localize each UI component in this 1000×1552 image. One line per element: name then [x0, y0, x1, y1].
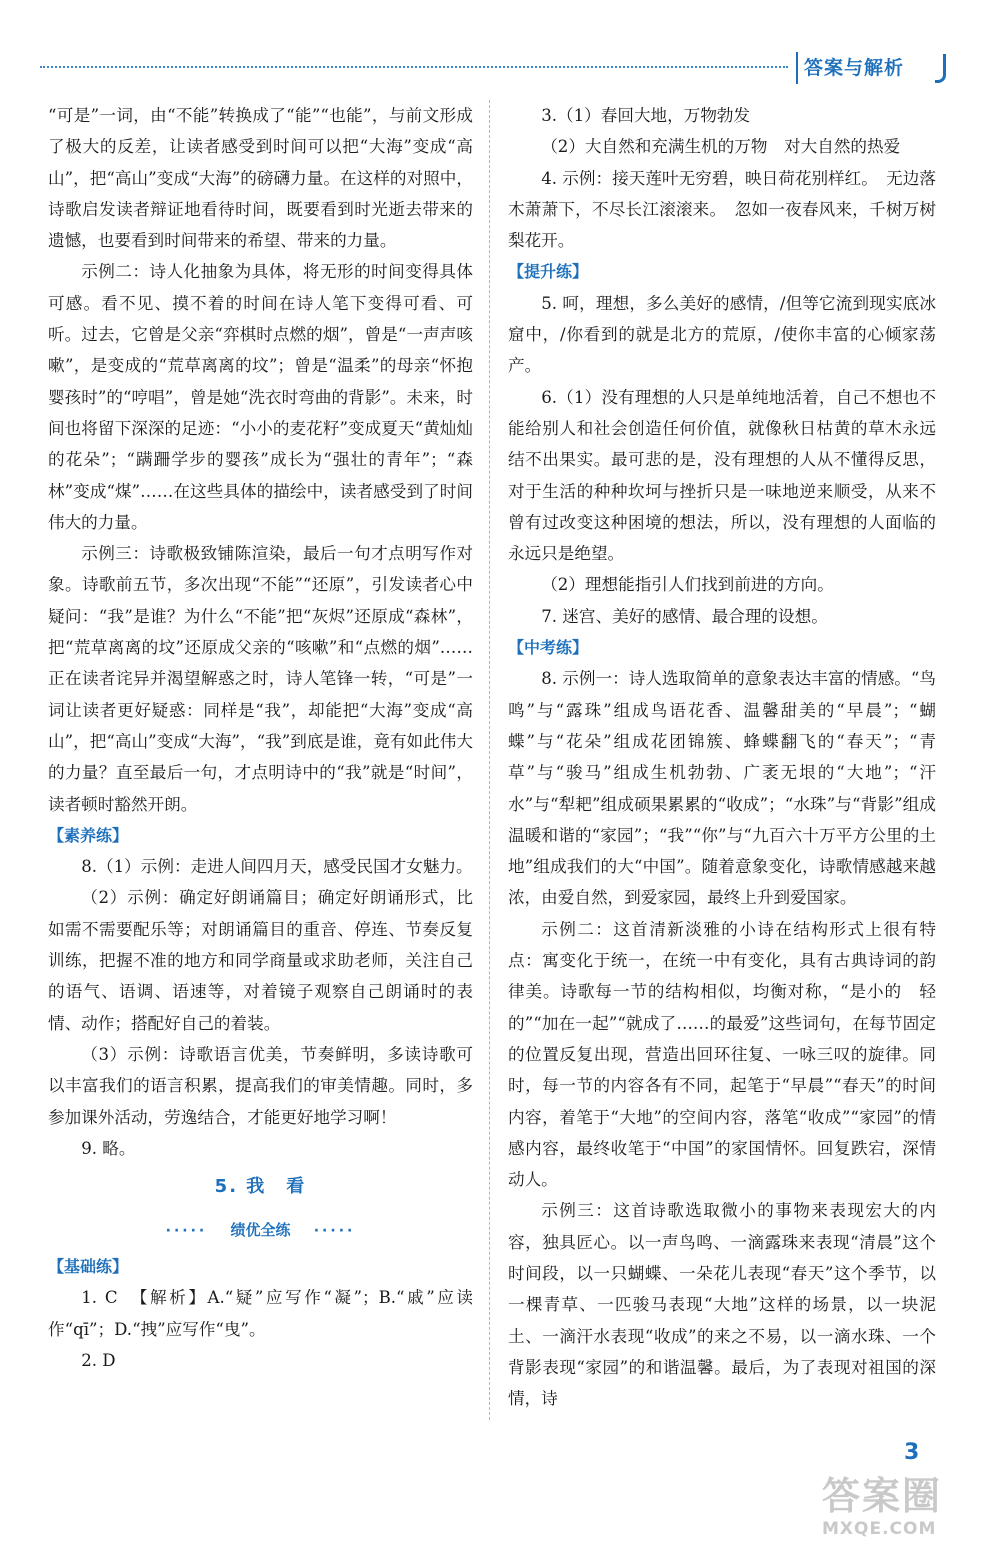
tag-zhongkao: 【中考练】 [508, 638, 589, 658]
left-paragraph-3: 示例三：诗歌极致铺陈渲染，最后一句才点明写作对象。诗歌前五节，多次出现“不能”“还原”，引发读者心中疑问：“我”是谁？为什么“不能”把“灰烬”还原成“森林”，把“荒草离离的坟”还原成父亲的“咳嗽”和“点燃的烟”……正在读者诧异并渴望解惑之时，诗人笔锋一转，“可是”一词让读者更好疑惑：同样是“我”，却能把“大海”变成“高山”，把“高山”变成“大海”，“我”到底是谁，竟有如此伟大的力量？直至最后一句，才点明诗中的“我”就是“时间”，读者顿时豁然开朗。 [48, 544, 473, 814]
zhongkao-example-2: 示例二：这首清新淡雅的小诗在结构形式上很有特点：寓变化于统一，在统一中有变化，具有古典诗词的韵律美。诗歌每一节的结构相似，均衡对称，“是小的 轻的”“加在一起”“就成了……的最爱”这些词句，在每节固定的位置反复出现，营造出回环往复、一咏三叹的旋律。同时，每一节的内容各有不同，起笔于“早晨”“春天”的时间内容，着笔于“大地”的空间内容，落笔“收成”“家园”的情感内容，最终收笔于“中国”的家国情怀。回复跌宕，深情动人。 [508, 919, 936, 1190]
right-item-3: 3.（1）春回大地，万物勃发 [541, 106, 751, 125]
header-bracket-decoration [935, 54, 946, 83]
tisheng-item-6-1: 6.（1）没有理想的人只是单纯地活着，自己不想也不能给别人和社会创造任何价值，就像秋日枯黄的草木永远结不出果实。最可悲的是，没有理想的人从不懂得反思，对于生活的种种坎坷与挫折只是一味地逆来顺受，从来不曾有过改变这种困境的想法，所以，没有理想的人面临的永远只是绝望。 [508, 387, 936, 564]
tag-suyang: 【素养练】 [48, 825, 129, 845]
suyang-item-4: 9. 略。 [81, 1138, 136, 1158]
page-number: 3 [904, 1440, 920, 1465]
watermark-logo [822, 1474, 972, 1548]
left-paragraph-2: 示例二：诗人化抽象为具体，将无形的时间变得具体可感。看不见、摸不着的时间在诗人笔下变得可看、可听。过去，它曾是父亲“弈棋时点燃的烟”，曾是“一声声咳嗽”，是变成的“荒草离离的坟”；曾是“温柔”的母亲“怀抱婴孩时”的“哼唱”，曾是她“洗衣时弯曲的背影”。未来，时间也将留下深深的足迹：“小小的麦花籽”变成夏天“黄灿灿的花朵”；“蹒跚学步的婴孩”成长为“强壮的青年”；“森林”变成“煤”……在这些具体的描绘中，读者感受到了时间伟大的力量。 [48, 262, 473, 532]
header-dotted-line [40, 66, 788, 68]
header-title [796, 52, 950, 84]
right-item-3-2: （2）大自然和充满生机的万物 对大自然的热爱 [541, 137, 901, 157]
dots-right: ····· [313, 1223, 356, 1240]
tisheng-item-7: 7. 迷宫、美好的感情、最合理的设想。 [541, 606, 828, 626]
right-item-4: 4. 示例：接天莲叶无穷碧，映日荷花别样红。 无边落木萧萧下，不尽长江滚滚来。 忽如一夜春风来，千树万树梨花开。 [508, 168, 936, 251]
suyang-item-2: （2）示例：确定好朗诵篇目；确定好朗诵形式，比如需不需要配乐等；对朗诵篇目的重音、停连、节奏反复训练，把握不准的地方和同学商量或求助老师，关注自己的语气、语调、语速等，对着镜子观察自己朗诵时的表情、动作；搭配好自己的着装。 [48, 888, 473, 1033]
jichu-item-2: 2. D [81, 1350, 116, 1370]
zhongkao-example-3: 示例三：这首诗歌选取微小的事物来表现宏大的内容，独具匠心。以一声鸟鸣、一滴露珠来表现“清晨”这个时间段，以一只蝴蝶、一朵花儿表现“春天”这个季节，以一棵青草、一匹骏马表现“大地”这样的场景，以一块泥土、一滴汗水表现“收成”的来之不易，以一滴水珠、一个背影表现“家园”的和谐温馨。最后，为了表现对祖国的深情，诗 [508, 1201, 936, 1409]
section-title: 5. 我 看 [214, 1176, 307, 1198]
tag-jichu: 【基础练】 [48, 1257, 129, 1277]
jichu-item-1: 1. C 【解析】A.“疑”应写作“凝”；B.“戚”应读作“qī”；D.“拽”应写作“曳”。 [48, 1288, 473, 1339]
tisheng-item-6-2: （2）理想能指引人们找到前进的方向。 [541, 575, 834, 595]
zhongkao-example-1: 8. 示例一：诗人选取简单的意象表达丰富的情感。“鸟鸣”与“露珠”组成鸟语花香、温馨甜美的“早晨”；“蝴蝶”与“花朵”组成花团锦簇、蜂蝶翻飞的“春天”；“青草”与“骏马”组成生机勃勃、广袤无垠的“大地”；“汗水”与“犁耙”组成硕果累累的“收成”；“水珠”与“背影”组成温暖和谐的“家园”；“我”“你”与“九百六十万平方公里的土地”组成我们的大“中国”。随着意象变化，诗歌情感越来越浓，由爱自然，到爱家园，最终上升到爱国家。 [508, 669, 936, 908]
watermark-top: 答案圈 [822, 1474, 943, 1518]
subsection-heading [48, 1210, 473, 1251]
watermark-bottom: MXQE.COM [822, 1519, 937, 1539]
left-column [48, 100, 473, 1376]
suyang-item-3: （3）示例：诗歌语言优美，节奏鲜明，多读诗歌可以丰富我们的语言积累，提高我们的审美情趣。同时，多参加课外活动，劳逸结合，才能更好地学习啊！ [48, 1044, 473, 1127]
dots-left: ····· [165, 1223, 208, 1240]
tisheng-item-5: 5. 呵，理想，多么美好的感情，/但等它流到现实底冰窟中，/你看到的就是北方的荒原，/使你丰富的心倾家荡产。 [508, 293, 936, 376]
left-paragraph-1: “可是”一词，由“不能”转换成了“能”“也能”，与前文形成了极大的反差，让读者感受到时间可以把“大海”变成“高山”，把“高山”变成“大海”的磅礴力量。在这样的对照中，诗歌启发读者辩证地看待时间，既要看到时光逝去带来的遗憾，也要看到时间带来的希望、带来的力量。 [48, 106, 473, 251]
suyang-item-1: 8.（1）示例：走进人间四月天，感受民国才女魅力。 [81, 857, 473, 877]
header-title-text: 答案与解析 [804, 57, 905, 79]
tag-tisheng: 【提升练】 [508, 262, 589, 282]
column-divider [489, 100, 490, 1420]
right-column [508, 100, 936, 1414]
subsection-title: 绩优全练 [230, 1221, 291, 1240]
